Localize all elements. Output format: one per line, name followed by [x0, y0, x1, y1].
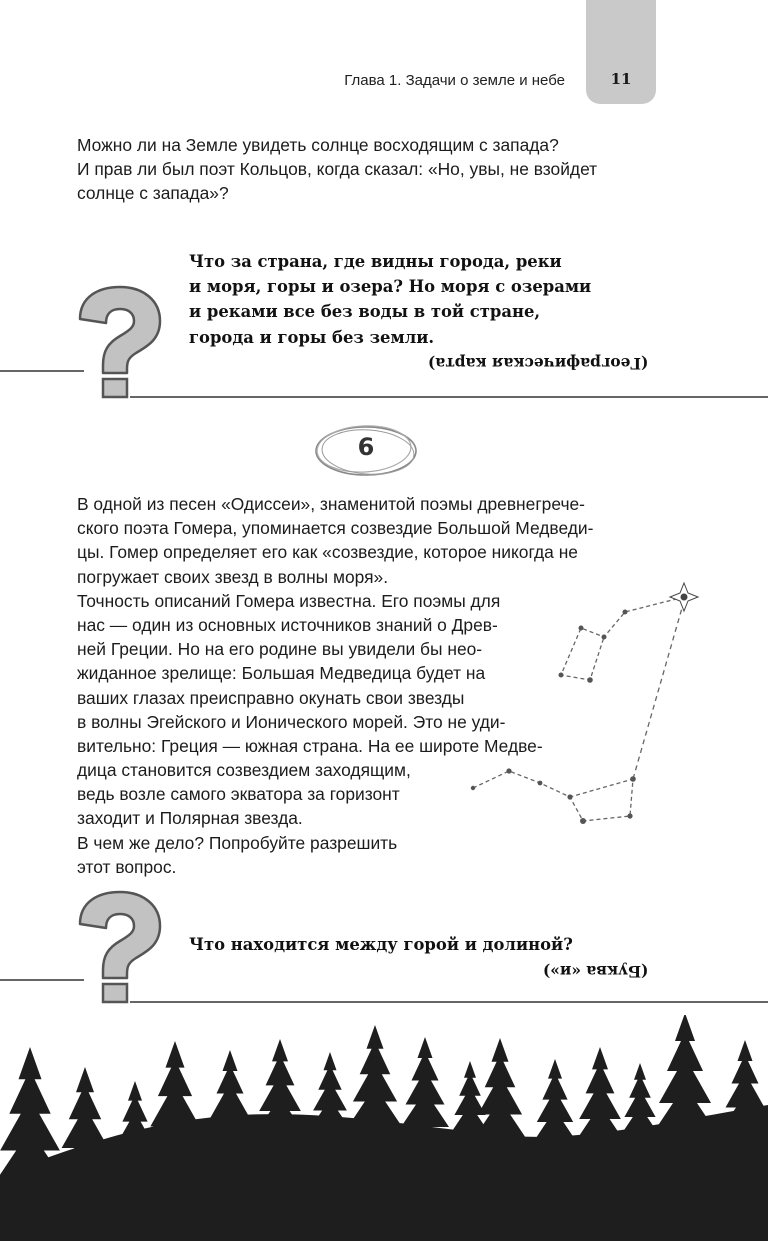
intro-line: солнце с запада»?	[77, 183, 229, 204]
problem-line: В чем же дело? Попробуйте разрешить	[77, 832, 398, 853]
riddle-line: и моря, горы и озера? Но моря с озерами	[189, 277, 592, 297]
riddle-text	[189, 932, 573, 957]
riddle-answer: (Буква «и»)	[542, 962, 648, 980]
divider-line	[0, 979, 84, 981]
problem-line: дица становится созвездием заходящим,	[77, 760, 411, 781]
riddle-answer: (Географическая карта)	[427, 354, 648, 372]
problem-line: заходит и Полярная звезда.	[77, 808, 303, 829]
problem-line: ней Греции. Но на его родине вы увидели бы нео-	[77, 639, 483, 660]
divider-line	[130, 396, 768, 398]
forest-silhouette	[0, 1015, 768, 1241]
problem-number: 6	[357, 433, 375, 461]
problem-line: ваших глазах преисправно окунать свои звезды	[77, 687, 465, 708]
chapter-title: Глава 1. Задачи о земле и небе	[344, 72, 565, 89]
problem-line: жиданное зрелище: Большая Медведица будет на	[77, 663, 486, 684]
riddle-line: Что находится между горой и долиной?	[189, 935, 573, 954]
divider-line	[130, 1001, 768, 1003]
question-mark-icon	[72, 283, 167, 401]
page-tab	[586, 0, 656, 104]
problem-line: нас — один из основных источников знаний о Древ-	[77, 614, 498, 635]
polaris-star-icon	[670, 583, 698, 611]
intro-line: И прав ли был поэт Кольцов, когда сказал: «Но, увы, не взойдет	[77, 159, 598, 180]
problem-line: В одной из песен «Одиссеи», знаменитой поэмы древнегрече-	[77, 494, 585, 514]
intro-paragraph	[77, 133, 597, 206]
problem-line: в волны Эгейского и Ионического морей. Это не уди-	[77, 711, 506, 732]
problem-line: Точность описаний Гомера известна. Его поэмы для	[77, 590, 501, 611]
divider-line	[0, 370, 84, 372]
problem-line: ского поэта Гомера, упоминается созвездие Большой Медведи-	[77, 518, 594, 539]
problem-line: вительно: Греция — южная страна. На ее широте Медве-	[77, 735, 543, 756]
problem-line: ведь возле самого экватора за горизонт	[77, 784, 400, 805]
riddle-line: и реками все без воды в той стране,	[189, 302, 541, 322]
problem-line: цы. Гомер определяет его как «созвездие, которое никогда не	[77, 542, 578, 563]
problem-line: этот вопрос.	[77, 856, 177, 877]
constellation-illustration	[460, 575, 710, 835]
page-number: 11	[610, 70, 632, 88]
question-mark-icon	[72, 888, 167, 1006]
problem-line: погружает своих звезд в волны моря».	[77, 566, 389, 587]
riddle-line: города и горы без земли.	[189, 327, 435, 347]
riddle-line: Что за страна, где видны города, реки	[189, 252, 562, 271]
intro-line: Можно ли на Земле увидеть солнце восходящим с запада?	[77, 135, 559, 155]
riddle-text	[189, 249, 591, 350]
